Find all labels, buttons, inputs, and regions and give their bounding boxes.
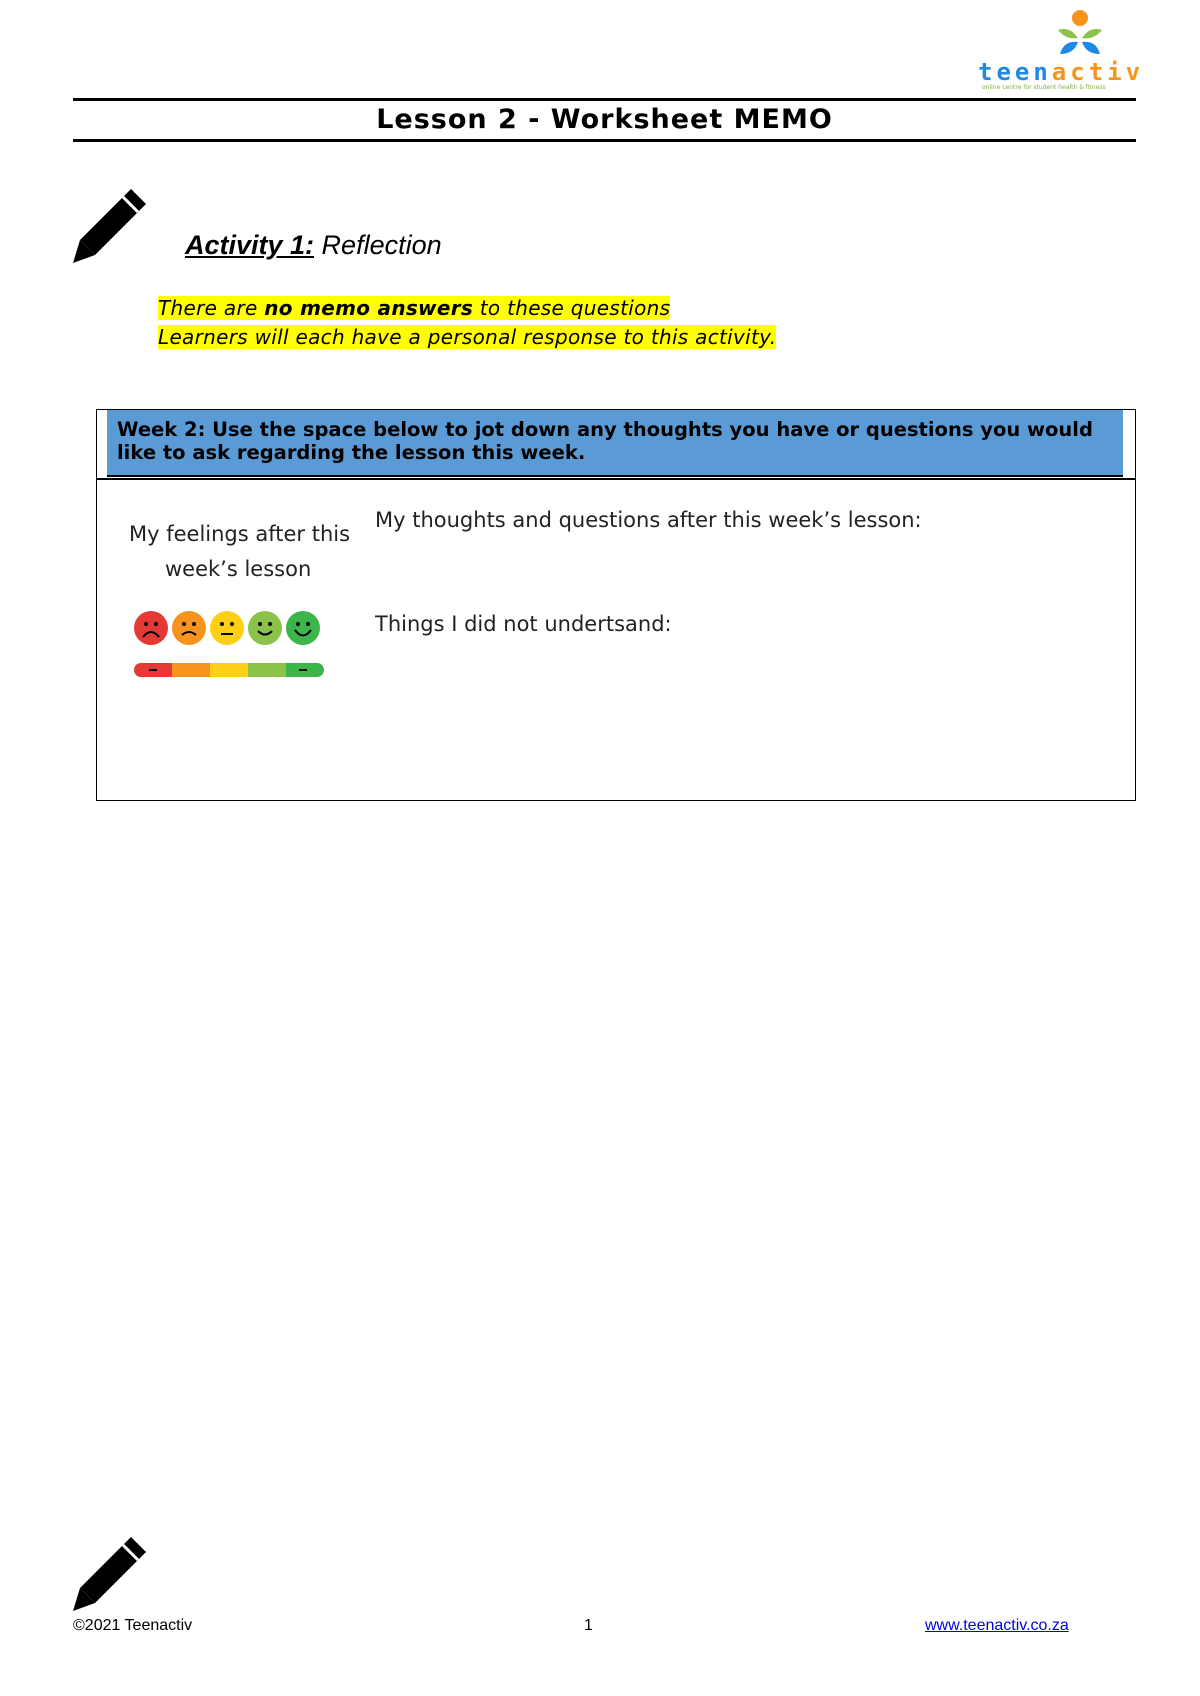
logo-tagline: online centre for student health & fitness — [982, 84, 1106, 91]
activity-heading — [185, 230, 442, 261]
face-neutral-icon — [210, 611, 244, 645]
face-very-sad-icon — [134, 611, 168, 645]
feelings-label-2: week’s lesson — [165, 557, 312, 581]
table-header: Week 2: Use the space below to jot down any thoughts you have or questions you would like to ask regarding the lesson this week. — [107, 410, 1123, 477]
page-number: 1 — [584, 1617, 593, 1634]
activity-name: Reflection — [314, 230, 442, 260]
footer-copyright: ©2021 Teenactiv — [73, 1617, 193, 1634]
footer-pencil-icon — [73, 1535, 148, 1611]
not-understand-label: Things I did not undertsand: — [375, 612, 672, 636]
feelings-label-1: My feelings after this — [129, 522, 351, 546]
activity-label: Activity 1: — [185, 230, 315, 260]
note-text: to these questions — [473, 296, 671, 320]
table-divider — [97, 478, 1135, 480]
page-title: Lesson 2 - Worksheet MEMO — [376, 104, 833, 135]
face-sad-icon — [172, 611, 206, 645]
note-bold: no memo answers — [264, 296, 474, 320]
title-top-rule — [73, 98, 1136, 101]
logo-activ: activ — [1051, 58, 1145, 86]
logo-teen: teen — [978, 58, 1052, 86]
face-happy-icon — [248, 611, 282, 645]
title-bottom-rule — [73, 139, 1136, 142]
website-link[interactable]: www.teenactiv.co.za — [925, 1617, 1069, 1634]
note-text: There are — [158, 296, 265, 320]
feelings-scale[interactable] — [133, 610, 325, 682]
logo-figure-icon — [1054, 8, 1106, 56]
face-very-happy-icon — [286, 611, 320, 645]
pencil-icon — [73, 187, 148, 263]
teenactiv-logo — [976, 8, 1186, 91]
logo-wordmark — [978, 58, 1144, 86]
memo-note-line-2: Learners will each have a personal response to this activity. — [158, 325, 777, 349]
reflection-table — [96, 409, 1136, 801]
thoughts-label: My thoughts and questions after this week’s lesson: — [375, 508, 922, 532]
memo-note-line-1 — [158, 296, 670, 320]
